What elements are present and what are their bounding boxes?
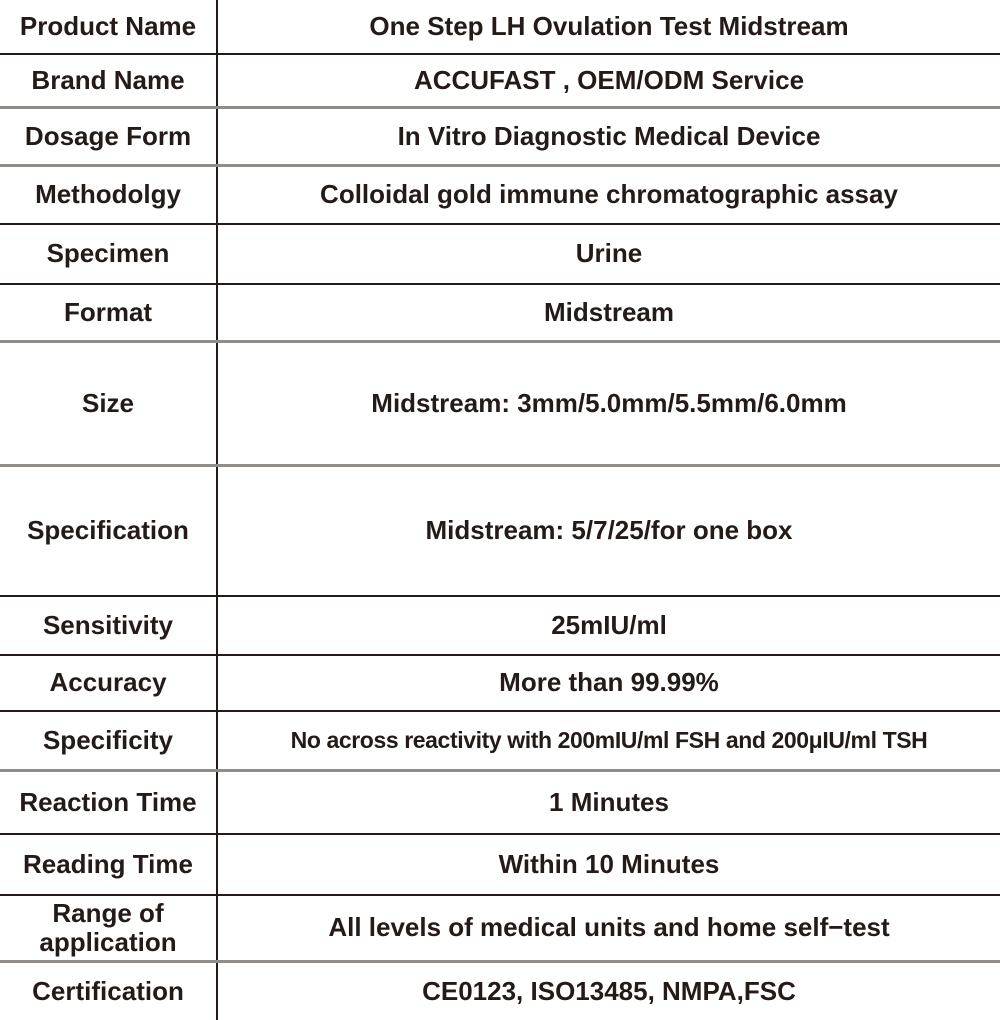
row-label: Format bbox=[0, 285, 218, 340]
table-row bbox=[0, 167, 1000, 225]
row-value: 25mIU/ml bbox=[551, 609, 667, 640]
row-label: Dosage Form bbox=[0, 109, 218, 164]
row-label: Range of application bbox=[0, 896, 218, 960]
row-label: Sensitivity bbox=[0, 597, 218, 654]
row-label: Reading Time bbox=[0, 835, 218, 894]
row-label: Specimen bbox=[0, 225, 218, 283]
table-row bbox=[0, 963, 1000, 1020]
table-row bbox=[0, 285, 1000, 343]
table-row bbox=[0, 0, 1000, 55]
row-value: 1 Minutes bbox=[549, 786, 669, 817]
table-row bbox=[0, 225, 1000, 285]
table-row bbox=[0, 835, 1000, 896]
row-value: Midstream: 3mm/5.0mm/5.5mm/6.0mm bbox=[371, 387, 847, 418]
row-value: CE0123, ISO13485, NMPA,FSC bbox=[422, 975, 796, 1006]
row-label: Certification bbox=[0, 963, 218, 1020]
table-row bbox=[0, 772, 1000, 835]
table-row bbox=[0, 343, 1000, 467]
table-row bbox=[0, 55, 1000, 109]
table-row bbox=[0, 467, 1000, 597]
table-row bbox=[0, 109, 1000, 167]
row-label: Brand Name bbox=[0, 55, 218, 106]
row-label: Specification bbox=[0, 467, 218, 595]
row-value: Midstream bbox=[543, 296, 675, 327]
row-label: Methodolgy bbox=[0, 167, 218, 223]
row-value: No across reactivity with 200mIU/ml FSH and 200μIU/ml TSH bbox=[290, 727, 928, 754]
row-value: One Step LH Ovulation Test Midstream bbox=[369, 10, 849, 41]
row-label: Reaction Time bbox=[0, 772, 218, 833]
table-row bbox=[0, 597, 1000, 656]
row-label: Specificity bbox=[0, 712, 218, 769]
row-value: Within 10 Minutes bbox=[498, 848, 720, 879]
table-row bbox=[0, 712, 1000, 772]
row-value: ACCUFAST , OEM/ODM Service bbox=[413, 64, 805, 95]
table-row bbox=[0, 656, 1000, 712]
row-value: In Vitro Diagnostic Medical Device bbox=[397, 120, 821, 151]
row-value: Urine bbox=[575, 238, 643, 269]
row-value: More than 99.99% bbox=[499, 667, 719, 698]
row-value: All levels of medical units and home self−test bbox=[328, 912, 890, 943]
table-row bbox=[0, 896, 1000, 963]
row-label: Size bbox=[0, 343, 218, 464]
row-label: Product Name bbox=[0, 0, 218, 53]
row-label: Accuracy bbox=[0, 656, 218, 710]
row-value: Colloidal gold immune chromatographic assay bbox=[320, 179, 898, 210]
row-value: Midstream: 5/7/25/for one box bbox=[425, 515, 793, 546]
